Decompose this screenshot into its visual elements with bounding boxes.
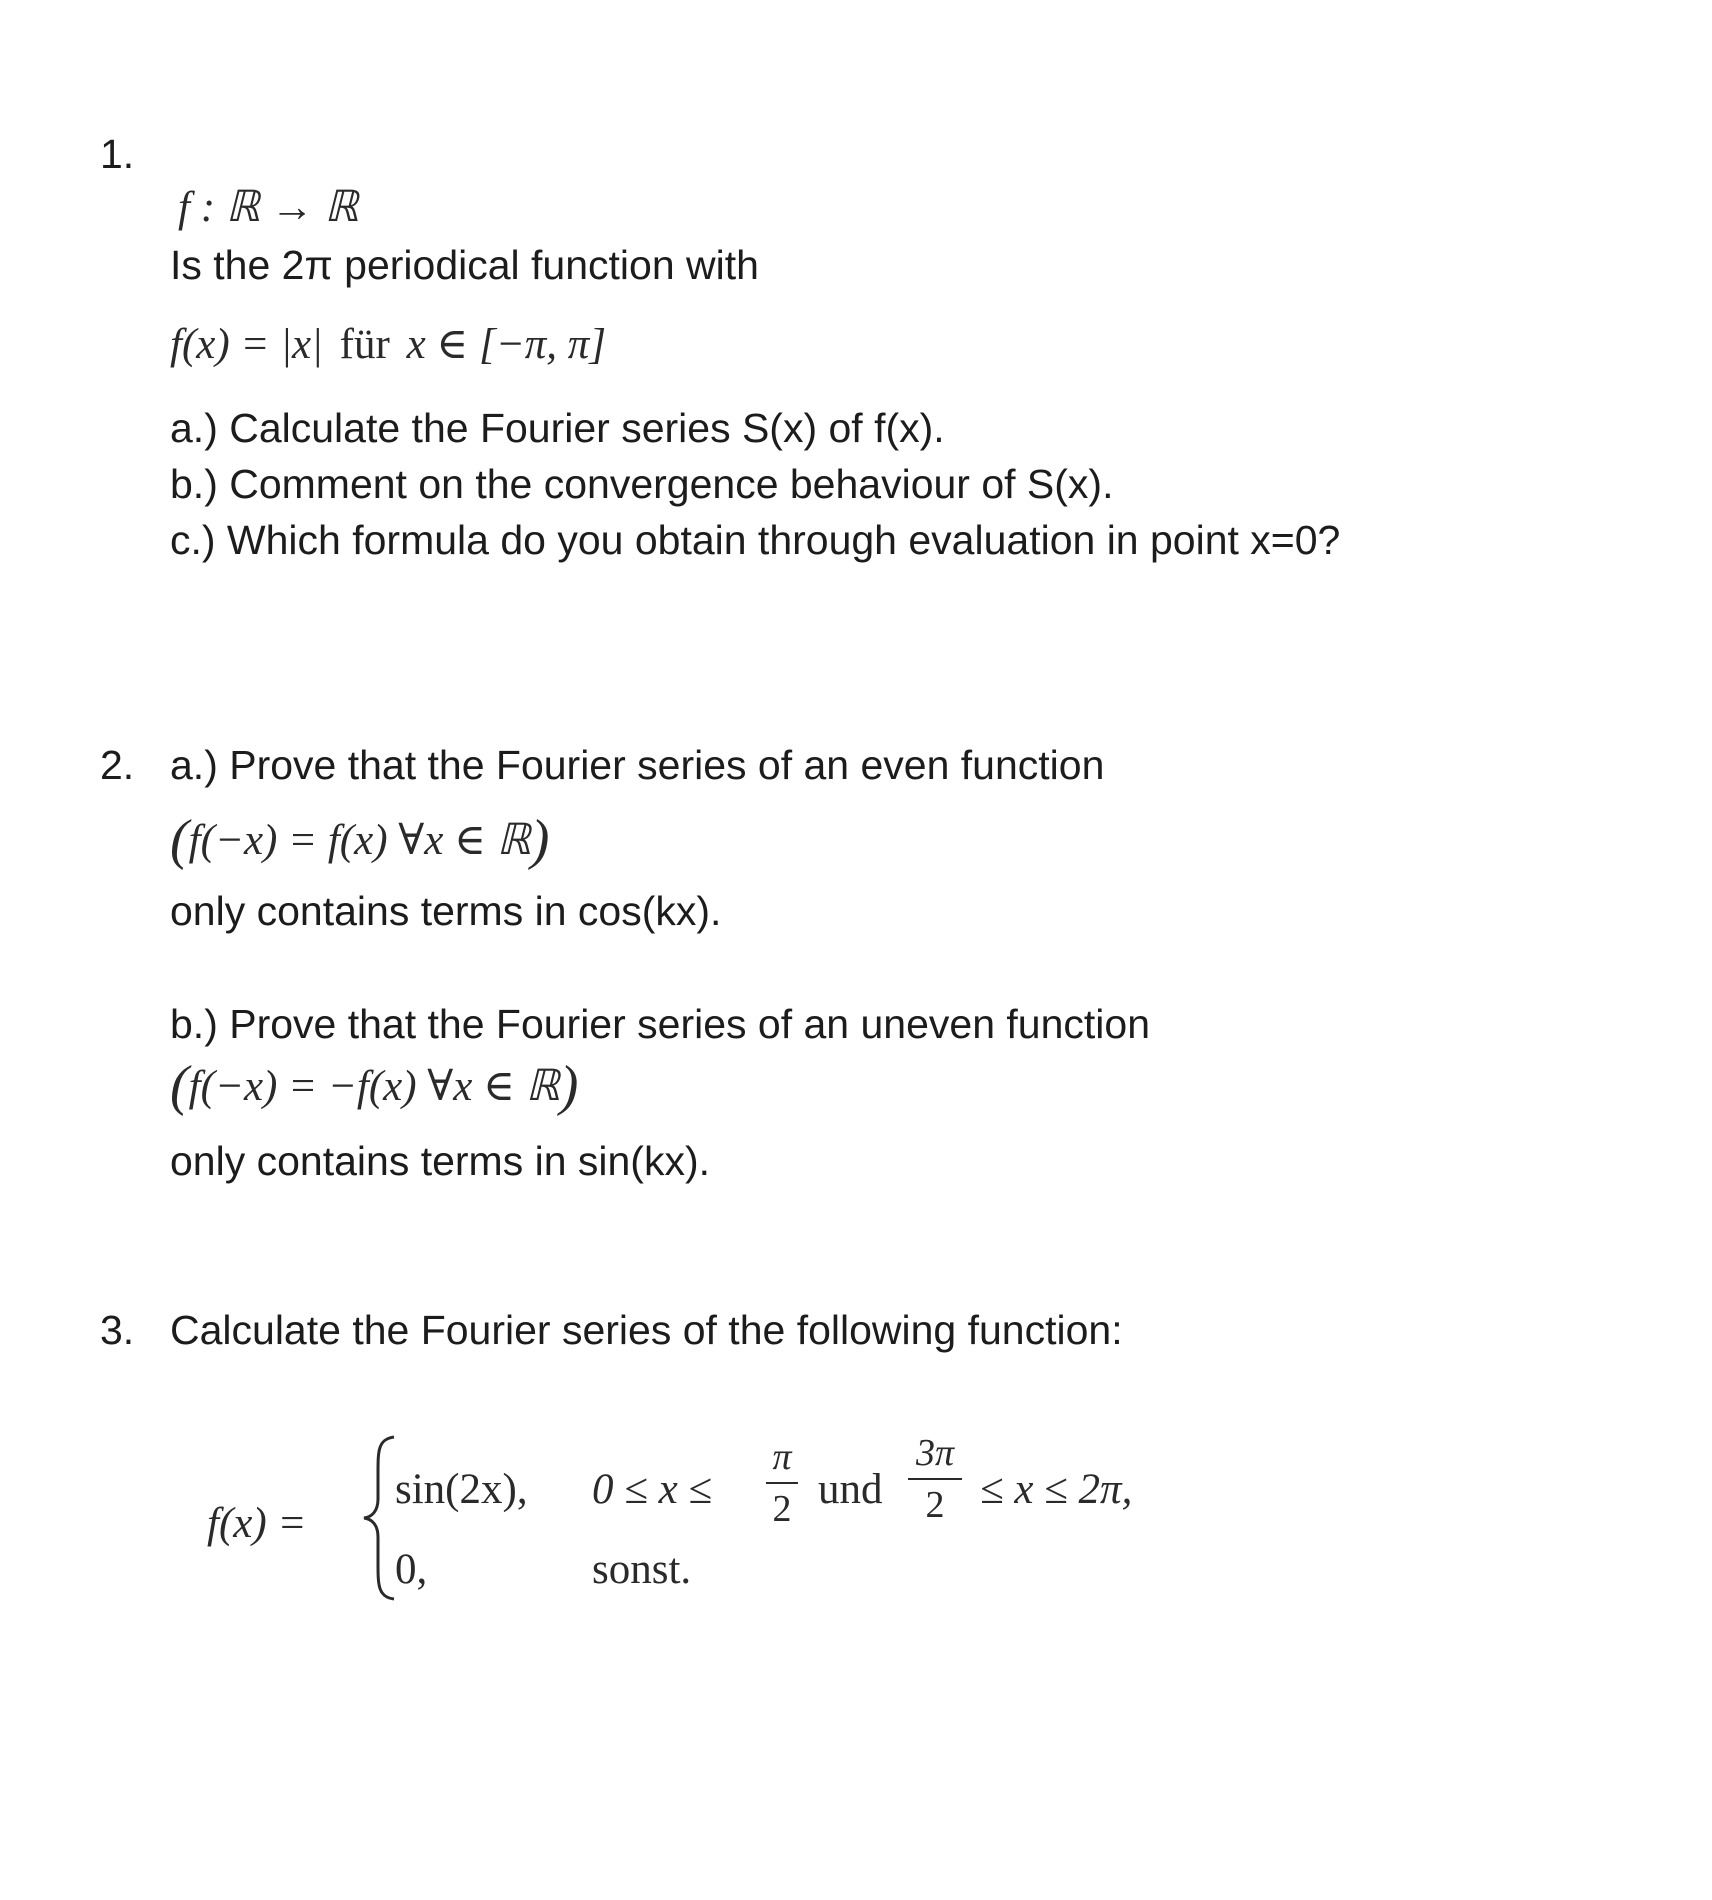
case-1-value: sin(2x),: [395, 1466, 528, 1513]
problem-2b-condition: [170, 1055, 579, 1117]
problem-2b-conclusion: only contains terms in sin(kx).: [170, 1138, 711, 1184]
problem-1-mapping: f : ℝ → ℝ: [178, 184, 359, 231]
fraction-numerator: π: [772, 1436, 792, 1478]
definition-domain: x ∈ [−π, π]: [406, 321, 607, 368]
fraction-bar: [908, 1478, 962, 1480]
case-1-condition-a: 0 ≤ x ≤: [592, 1466, 713, 1513]
fraction-denominator: 2: [925, 1484, 945, 1526]
piecewise-lhs: f(x) =: [207, 1500, 307, 1547]
case-1-und: und: [818, 1466, 883, 1513]
problem-2a-conclusion: only contains terms in cos(kx).: [170, 888, 722, 934]
definition-lhs: f(x) = |x|: [170, 321, 323, 368]
open-paren: (: [170, 1055, 189, 1117]
problem-3-statement: Calculate the Fourier series of the following function:: [170, 1307, 1123, 1353]
case-2-condition: sonst.: [592, 1546, 692, 1593]
fraction-pi-over-2: [766, 1438, 798, 1528]
fraction-denominator: 2: [772, 1488, 792, 1530]
fraction-bar: [766, 1482, 798, 1484]
problem-3-number: 3.: [100, 1307, 135, 1353]
close-paren: ): [530, 809, 550, 871]
open-paren: (: [170, 809, 189, 871]
case-1-condition-b: ≤ x ≤ 2π,: [980, 1466, 1133, 1513]
problem-1-definition: [170, 323, 606, 366]
problem-2-number: 2.: [100, 742, 135, 788]
problem-2a-statement: a.) Prove that the Fourier series of an even function: [170, 742, 1105, 788]
problem-2a-condition: [170, 809, 550, 871]
definition-fuer: für: [339, 321, 390, 368]
left-brace-icon: [360, 1433, 400, 1603]
fraction-3pi-over-2: [908, 1434, 962, 1524]
problem-1-part-c: c.) Which formula do you obtain through evaluation in point x=0?: [170, 517, 1341, 563]
problem-1-part-a: a.) Calculate the Fourier series S(x) of f(x).: [170, 405, 945, 451]
problem-1-part-b: b.) Comment on the convergence behaviour of S(x).: [170, 461, 1114, 507]
problem-2b-statement: b.) Prove that the Fourier series of an uneven function: [170, 1001, 1150, 1047]
condition-text: f(−x) = −f(x) ∀x ∈ ℝ: [188, 1063, 560, 1110]
fraction-numerator: 3π: [915, 1432, 955, 1474]
close-paren: ): [559, 1055, 579, 1117]
case-2-value: 0,: [395, 1546, 428, 1593]
condition-text: f(−x) = f(x) ∀x ∈ ℝ: [188, 817, 531, 864]
problem-1-intro: Is the 2π periodical function with: [170, 242, 759, 288]
problem-1-number: 1.: [100, 131, 135, 177]
